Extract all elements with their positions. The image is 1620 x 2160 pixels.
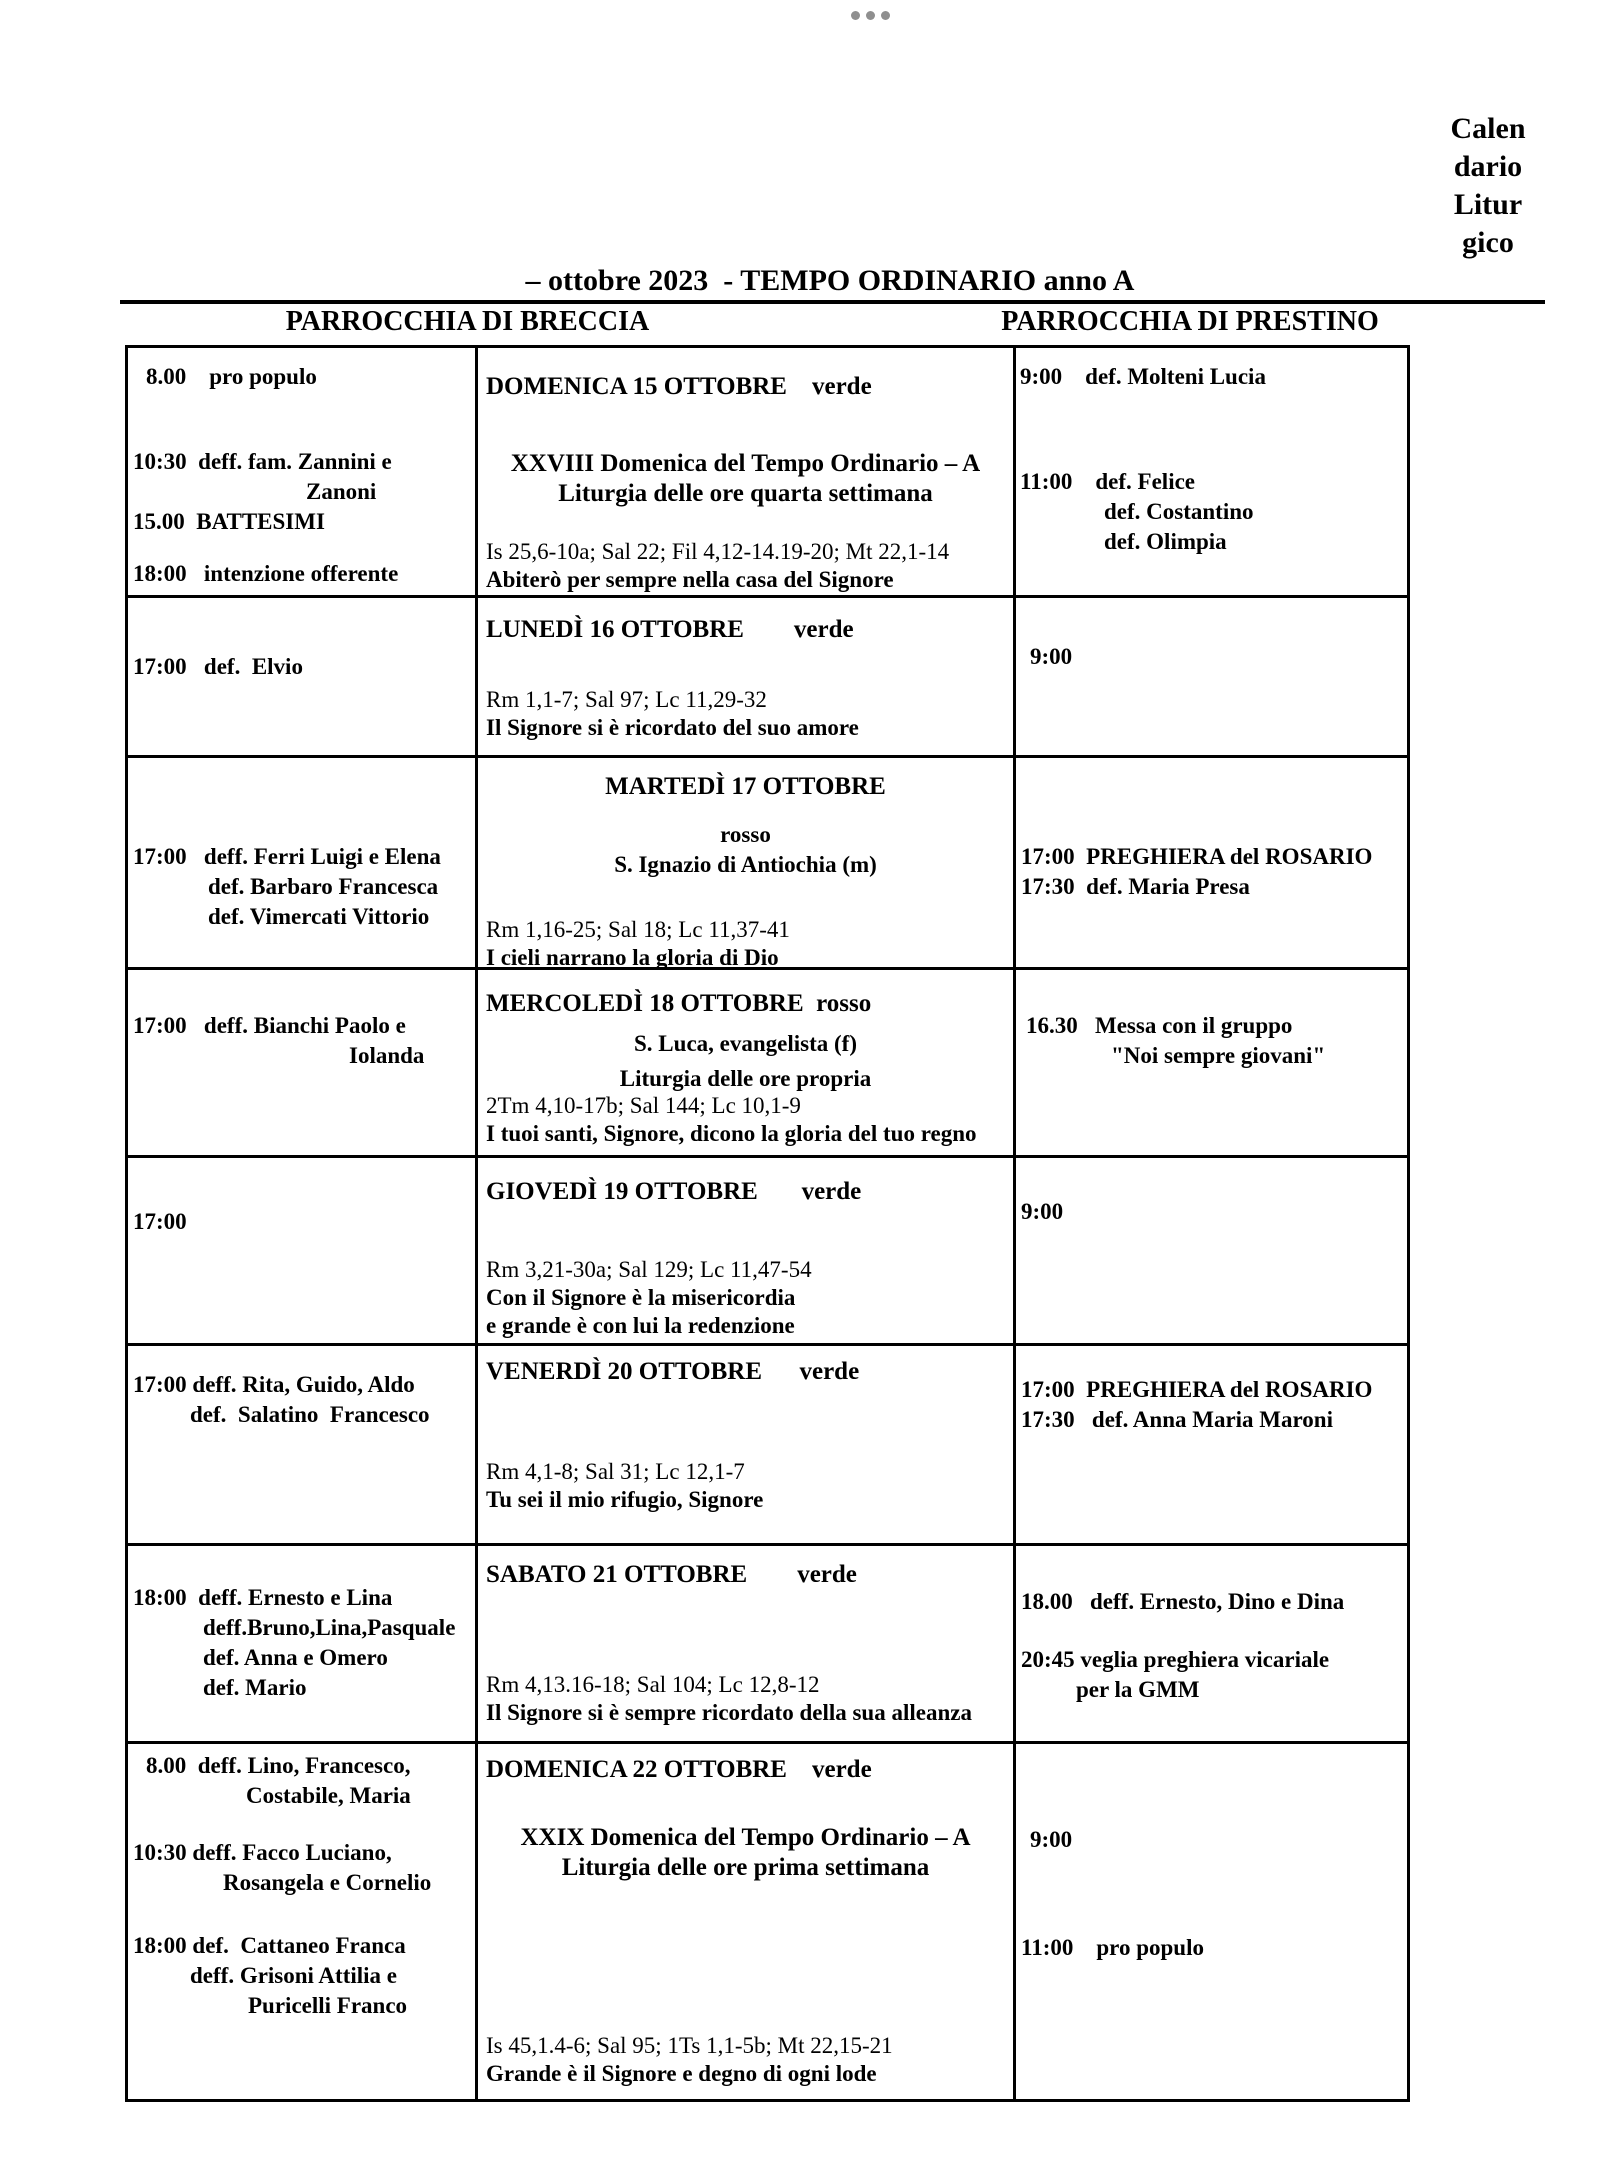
cell-r3-day bbox=[478, 758, 1016, 970]
liturgy-title: XXIX Domenica del Tempo Ordinario – A bbox=[520, 1824, 971, 1851]
day-title: DOMENICA 22 OTTOBRE verde bbox=[486, 1756, 872, 1783]
mass-entry: 10:30 deff. fam. Zannini e bbox=[133, 449, 392, 474]
mass-entry: 18.00 deff. Ernesto, Dino e Dina bbox=[1021, 1589, 1345, 1614]
side-wrapped-title bbox=[1442, 110, 1534, 262]
cell-r3-breccia bbox=[128, 758, 478, 970]
day-title: MARTEDÌ 17 OTTOBRE bbox=[605, 773, 886, 800]
mass-entry: 18:00 intenzione offerente bbox=[133, 561, 399, 586]
saint-title: S. Ignazio di Antiochia (m) bbox=[614, 852, 877, 877]
readings-ref: Rm 1,1-7; Sal 97; Lc 11,29-32 bbox=[486, 687, 767, 712]
title-rule bbox=[120, 300, 1545, 304]
liturgy-subtitle: Liturgia delle ore prima settimana bbox=[561, 1854, 930, 1881]
cell-r2-day bbox=[478, 598, 1016, 758]
mass-entry: 17:00 deff. Bianchi Paolo e bbox=[133, 1013, 406, 1038]
cell-r1-prestino bbox=[1016, 348, 1407, 598]
event-entry: 20:45 veglia preghiera vicariale bbox=[1021, 1647, 1330, 1672]
liturgy-title: XXVIII Domenica del Tempo Ordinario – A bbox=[510, 450, 981, 477]
mass-entry: 16.30 Messa con il gruppo bbox=[1026, 1013, 1293, 1038]
responsorial: Il Signore si è sempre ricordato della sua alleanza bbox=[486, 1700, 972, 1725]
liturgy-subtitle: Liturgia delle ore quarta settimana bbox=[558, 480, 933, 507]
page-title: – ottobre 2023 - TEMPO ORDINARIO anno A bbox=[525, 264, 1135, 297]
readings-ref: Is 25,6-10a; Sal 22; Fil 4,12-14.19-20; Mt 22,1-14 bbox=[486, 539, 950, 564]
side-title-line: Litur bbox=[1453, 188, 1523, 221]
day-title: MERCOLEDÌ 18 OTTOBRE rosso bbox=[486, 990, 872, 1017]
mass-entry-cont: Costabile, Maria bbox=[246, 1783, 411, 1808]
mass-entry-cont: Puricelli Franco bbox=[248, 1993, 408, 2018]
cell-r8-prestino bbox=[1016, 1744, 1407, 2099]
cell-r5-breccia bbox=[128, 1158, 478, 1346]
mass-entry: 8.00 pro populo bbox=[146, 364, 317, 389]
day-title: SABATO 21 OTTOBRE verde bbox=[486, 1561, 857, 1588]
saint-title: S. Luca, evangelista (f) bbox=[634, 1031, 857, 1056]
mass-entry: 9:00 bbox=[1030, 644, 1073, 669]
more-options-icon[interactable] bbox=[851, 11, 890, 20]
mass-entry: 17:00 deff. Rita, Guido, Aldo bbox=[133, 1372, 415, 1397]
responsorial-cont: e grande è con lui la redenzione bbox=[486, 1313, 795, 1338]
mass-entry: 17:00 def. Elvio bbox=[133, 654, 303, 679]
cell-r1-day bbox=[478, 348, 1016, 598]
mass-entry-cont: Rosangela e Cornelio bbox=[223, 1870, 432, 1895]
mass-entry-cont: deff.Bruno,Lina,Pasquale bbox=[203, 1615, 456, 1640]
mass-entry: 18:00 deff. Ernesto e Lina bbox=[133, 1585, 393, 1610]
readings-ref: Is 45,1.4-6; Sal 95; 1Ts 1,1-5b; Mt 22,15-21 bbox=[486, 2033, 893, 2058]
liturgy-subtitle: Liturgia delle ore propria bbox=[619, 1066, 872, 1091]
responsorial: Tu sei il mio rifugio, Signore bbox=[486, 1487, 764, 1512]
readings-ref: 2Tm 4,10-17b; Sal 144; Lc 10,1-9 bbox=[486, 1093, 801, 1118]
column-header-prestino: PARROCCHIA DI PRESTINO bbox=[1001, 306, 1379, 337]
event-entry-cont: per la GMM bbox=[1076, 1677, 1200, 1702]
cell-r2-prestino bbox=[1016, 598, 1407, 758]
responsorial: Grande è il Signore e degno di ogni lode bbox=[486, 2061, 877, 2086]
cell-r4-breccia bbox=[128, 970, 478, 1158]
readings-ref: Rm 4,13.16-18; Sal 104; Lc 12,8-12 bbox=[486, 1672, 820, 1697]
responsorial: I tuoi santi, Signore, dicono la gloria del tuo regno bbox=[486, 1121, 977, 1146]
mass-entry: 9:00 bbox=[1030, 1827, 1073, 1852]
cell-r7-day bbox=[478, 1546, 1016, 1744]
cell-r7-breccia bbox=[128, 1546, 478, 1744]
mass-entry: 17:00 PREGHIERA del ROSARIO bbox=[1021, 1377, 1373, 1402]
mass-entry-cont: def. Barbaro Francesca bbox=[208, 874, 439, 899]
cell-r8-day bbox=[478, 1744, 1016, 2099]
day-title: LUNEDÌ 16 OTTOBRE verde bbox=[486, 616, 854, 643]
side-title-line: gico bbox=[1462, 226, 1514, 259]
responsorial: Il Signore si è ricordato del suo amore bbox=[486, 715, 859, 740]
mass-entry: 18:00 def. Cattaneo Franca bbox=[133, 1933, 406, 1958]
mass-entry: 9:00 bbox=[1021, 1199, 1064, 1224]
side-title-line: dario bbox=[1453, 150, 1523, 183]
mass-entry-cont: def. Anna e Omero bbox=[203, 1645, 388, 1670]
mass-entry: 15.00 BATTESIMI bbox=[133, 509, 325, 534]
cell-r2-breccia bbox=[128, 598, 478, 758]
day-title: VENERDÌ 20 OTTOBRE verde bbox=[486, 1358, 860, 1385]
responsorial: Con il Signore è la misericordia bbox=[486, 1285, 796, 1310]
cell-r6-prestino bbox=[1016, 1346, 1407, 1546]
mass-entry: 17:00 PREGHIERA del ROSARIO bbox=[1021, 844, 1373, 869]
mass-entry: 17:30 def. Anna Maria Maroni bbox=[1021, 1407, 1333, 1432]
mass-entry: 17:00 bbox=[133, 1209, 187, 1234]
mass-entry: 11:00 pro populo bbox=[1021, 1935, 1204, 1960]
liturgical-calendar-table bbox=[125, 345, 1410, 2102]
day-title: GIOVEDÌ 19 OTTOBRE verde bbox=[486, 1178, 862, 1205]
cell-r5-prestino bbox=[1016, 1158, 1407, 1346]
mass-entry: 8.00 deff. Lino, Francesco, bbox=[146, 1753, 411, 1778]
mass-entry-cont: def. Salatino Francesco bbox=[190, 1402, 430, 1427]
cell-r6-breccia bbox=[128, 1346, 478, 1546]
readings-ref: Rm 3,21-30a; Sal 129; Lc 11,47-54 bbox=[486, 1257, 812, 1282]
cell-r1-breccia bbox=[128, 348, 478, 598]
mass-entry: 17:00 deff. Ferri Luigi e Elena bbox=[133, 844, 441, 869]
cell-r7-prestino bbox=[1016, 1546, 1407, 1744]
mass-entry-cont: def. Mario bbox=[203, 1675, 307, 1700]
readings-ref: Rm 1,16-25; Sal 18; Lc 11,37-41 bbox=[486, 917, 790, 942]
mass-entry: 10:30 deff. Facco Luciano, bbox=[133, 1840, 392, 1865]
mass-entry-cont: "Noi sempre giovani" bbox=[1111, 1043, 1326, 1068]
cell-r5-day bbox=[478, 1158, 1016, 1346]
mass-entry: 9:00 def. Molteni Lucia bbox=[1020, 364, 1266, 389]
liturgical-color: rosso bbox=[720, 822, 771, 847]
mass-entry-cont: Zanoni bbox=[306, 479, 377, 504]
cell-r6-day bbox=[478, 1346, 1016, 1546]
responsorial: Abiterò per sempre nella casa del Signore bbox=[486, 567, 894, 592]
column-header-breccia: PARROCCHIA DI BRECCIA bbox=[285, 306, 650, 337]
cell-r8-breccia bbox=[128, 1744, 478, 2099]
mass-entry-cont: deff. Grisoni Attilia e bbox=[190, 1963, 397, 1988]
mass-entry-cont: def. Olimpia bbox=[1104, 529, 1227, 554]
side-title-line: Calen bbox=[1450, 112, 1526, 145]
mass-entry: 11:00 def. Felice bbox=[1020, 469, 1196, 494]
cell-r3-prestino bbox=[1016, 758, 1407, 970]
cell-r4-day bbox=[478, 970, 1016, 1158]
responsorial: I cieli narrano la gloria di Dio bbox=[486, 945, 779, 970]
readings-ref: Rm 4,1-8; Sal 31; Lc 12,1-7 bbox=[486, 1459, 745, 1484]
cell-r4-prestino bbox=[1016, 970, 1407, 1158]
mass-entry-cont: def. Vimercati Vittorio bbox=[208, 904, 430, 929]
mass-entry: 17:30 def. Maria Presa bbox=[1021, 874, 1250, 899]
mass-entry-cont: Iolanda bbox=[349, 1043, 425, 1068]
day-title: DOMENICA 15 OTTOBRE verde bbox=[486, 373, 872, 400]
mass-entry-cont: def. Costantino bbox=[1104, 499, 1254, 524]
